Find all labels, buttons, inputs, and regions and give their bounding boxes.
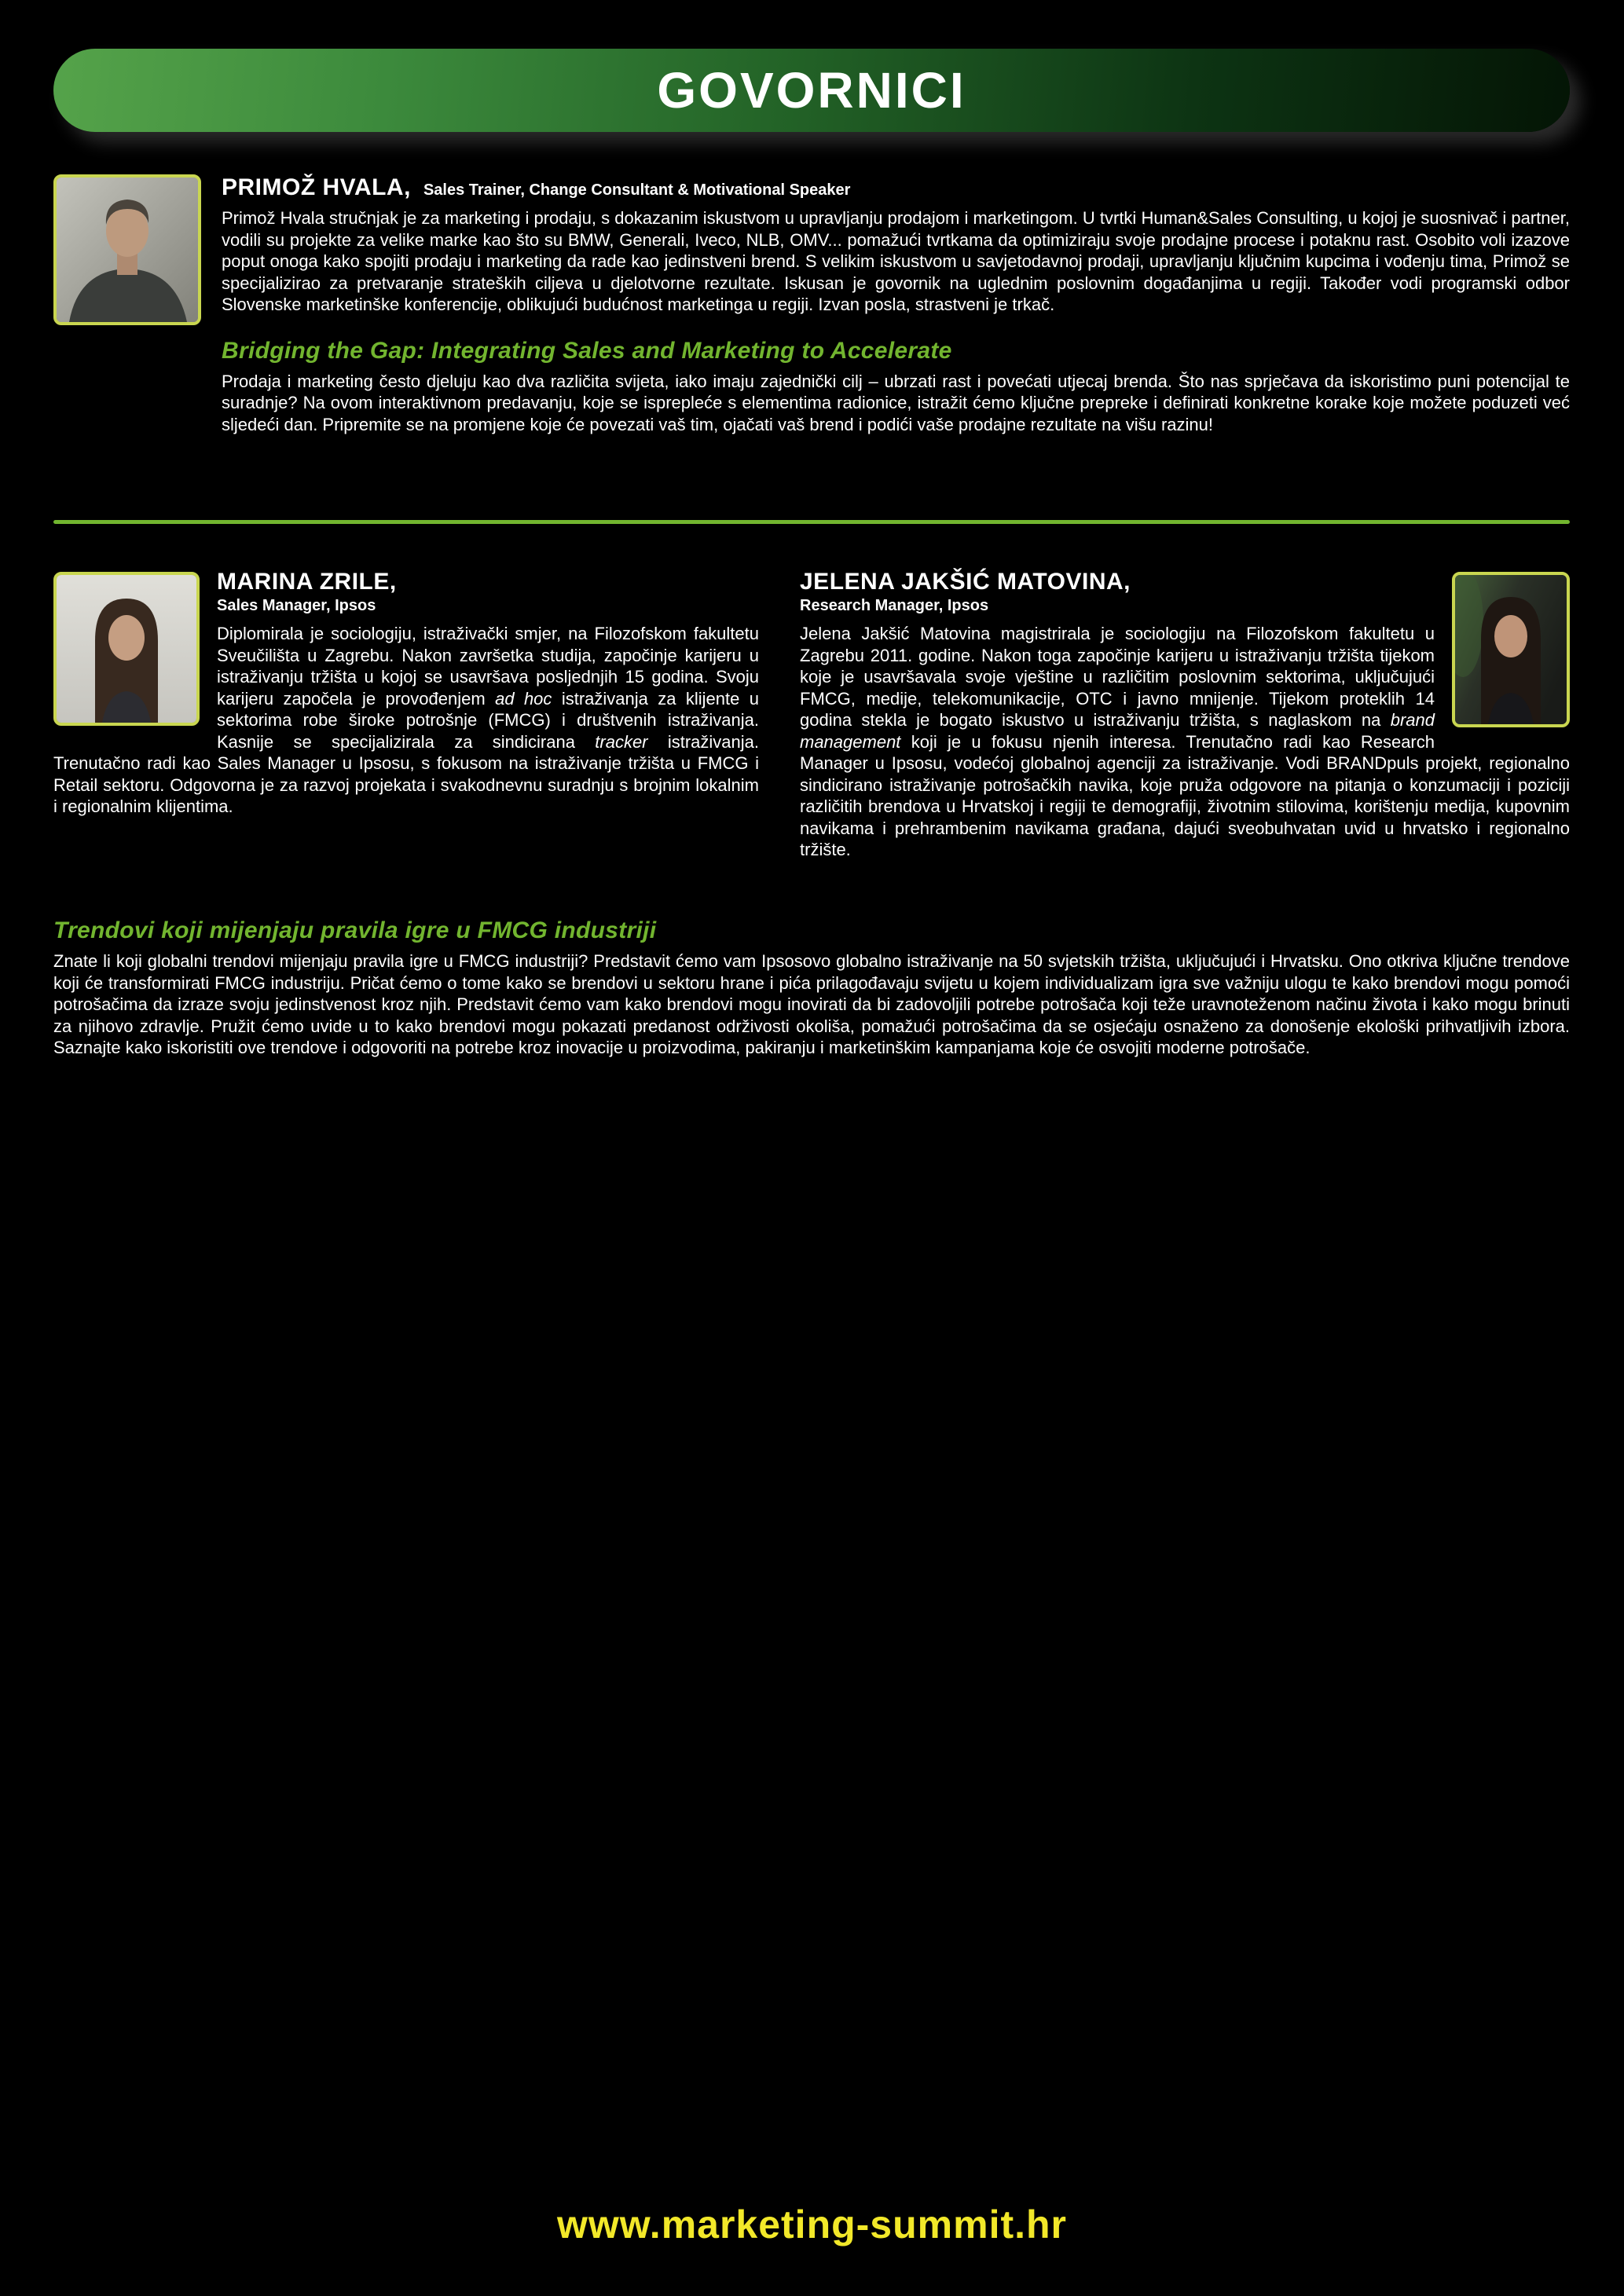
speaker-name: JELENA JAKŠIĆ MATOVINA, (800, 569, 1131, 595)
marina-zrile-photo (53, 572, 200, 726)
speaker-role: Research Manager, Ipsos (800, 597, 989, 614)
joint-session-section (53, 917, 1570, 1059)
website-url-link[interactable]: www.marketing-summit.hr (556, 2203, 1068, 2247)
session-description: Prodaja i marketing često djeluju kao dva različita svijeta, iako imaju zajednički cilj – ubrzati rast i povećati utjecaj brenda. Što nas sprječava da iskoristimo puni potencijal te suradnje? Na ovom interaktivnom predavanju, koje se isprepleće s elementima radionice, istražit ćemo ključne prepreke i definirati konkretne korake koje možete poduzeti već sljedeći dan. Pripremite se na promjene koje će povezati vaš tim, ojačati vaš brend i podići vaše prodajne rezultate na višu razinu! (222, 371, 1570, 434)
woman-portrait-icon (1455, 575, 1567, 724)
primoz-hvala-photo (53, 174, 201, 325)
speaker-section-marina-zrile (53, 569, 759, 861)
speaker-bio: Primož Hvala stručnjak je za marketing i prodaju, s dokazanim iskustvom u upravljanju prodajom i marketingom. U tvrtki Human&Sales Consulting, u kojoj je suosnivač i partner, vodili su projekte za velike marke kao što su BMW, Generali, Iveco, NLB, OMV... pomažući tvrtkama da optimiziraju svoje prodajne procese i potaknu rast. Osobito voli izazove poput onoga kako spojiti prodaju i marketing da rade kao jedinstveni brend. S velikim iskustvom u savjetodavnoj prodaji, upravljanju ključnim kupcima i vođenju tima, Primož se specijalizirao za pretvaranje strateških ciljeva u djelotvorne rezultate. Iskusan je govornik na uglednim poslovnim događanjima u regiji. Također vodi programski odbor Slovenske marketinške konferencije, oblikujući budućnost marketinga u regiji. Izvan posla, strastveni je trkač. (222, 208, 1570, 314)
speaker-name-line (222, 174, 1570, 201)
session-title: Bridging the Gap: Integrating Sales and Marketing to Accelerate (222, 337, 952, 364)
jelena-jaksic-matovina-photo (1452, 572, 1570, 727)
section-divider (53, 520, 1570, 524)
session-title: Trendovi koji mijenjaju pravila igre u FMCG industriji (53, 917, 657, 943)
footer (0, 2202, 1624, 2247)
man-portrait-icon (57, 178, 198, 322)
speaker-photo-column (53, 174, 201, 435)
speaker-name: MARINA ZRILE, (217, 569, 397, 595)
speaker-text-column (222, 174, 1570, 435)
speaker-name: PRIMOŽ HVALA, (222, 174, 411, 200)
speaker-role: Sales Trainer, Change Consultant & Motivational Speaker (423, 181, 851, 199)
speaker-section-jelena-jaksic-matovina (800, 569, 1570, 861)
two-column-speakers-section (53, 569, 1570, 861)
speaker-role: Sales Manager, Ipsos (217, 597, 376, 614)
speaker-bio: Jelena Jakšić Matovina magistrirala je sociologiju na Filozofskom fakultetu u Zagrebu 2011. godine. Nakon toga započinje karijeru u istraživanju tržišta tijekom koje je usavršavala svoje vještine u različitim poslovnim sektorima, uključujući FMCG, medije, telekomunikacije, OTC i javno mnijenje. Tijekom proteklih 14 godina stekla je bogato iskustvo u istraživanju tržišta, s naglaskom na brand management koji je u fokusu njenih interesa. Trenutačno radi kao Research Manager u Ipsosu, vodećoj globalnoj agenciji za istraživanje. Vodi BRANDpuls projekt, regionalno sindicirano istraživanje potrošačkih navika, koje pruža odgovore na pitanja o konzumaciji i poziciji različitih brendova u Hrvatskoj i regiji te demografiji, životnim stilovima, korištenju medija, kupovnim navikama i prehrambenim navikama građana, dajući sveobuhvatan uvid u hrvatsko i regionalno tržište. (800, 624, 1570, 859)
session-description: Znate li koji globalni trendovi mijenjaju pravila igre u FMCG industriji? Predstavit ćemo vam Ipsosovo globalno istraživanje na 50 svjetskih tržišta, uključujući i Hrvatsku. Ono otkriva ključne trendove koji će transformirati FMCG industriju. Pričat ćemo o tome kako se brendovi u sektoru hrane i pića prilagođavaju svijetu u kojem individualizam igra sve važniju ulogu te kako brendovi mogu pomoći potrošačima da izraze svoju jedinstvenost kroz njih. Predstavit ćemo vam kako brendovi mogu inovirati da bi zadovoljili potrebe potrošača koji teže uravnoteženom načinu života i kako mogu brinuti za njihovo zdravlje. Pružit ćemo uvide u to kako brendovi mogu pokazati predanost održivosti okoliša, pomažući potrošačima da se osjećaju osnaženo za donošenje ekološki prihvatljivih izbora. Saznajte kako iskoristiti ove trendove i odgovoriti na potrebe kroz inovacije u proizvodima, pakiranju i marketinškim kampanjama koje će osvojiti moderne potrošače. (53, 951, 1570, 1057)
woman-portrait-icon (57, 575, 196, 723)
page-title: GOVORNICI (657, 62, 966, 119)
speaker-bio: Diplomirala je sociologiju, istraživački smjer, na Filozofskom fakultetu Sveučilišta u Zagrebu. Nakon završetka studija, započinje karijeru u istraživanju tržišta u kojoj se usavršava posljednjih 15 godina. Svoju karijeru započela je provođenjem ad hoc istraživanja za klijente u sektorima robe široke potrošnje (FMCG) i društvenih istraživanja. Kasnije se specijalizirala za sindicirana tracker istraživanja. Trenutačno radi kao Sales Manager u Ipsosu, s fokusom na istraživanje tržišta u FMCG i Retail sektoru. Odgovorna je za razvoj projekata i svakodnevnu suradnju s brojnim lokalnim i regionalnim klijentima. (53, 624, 759, 816)
header-banner (53, 49, 1570, 132)
speaker-section-primoz-hvala (53, 174, 1570, 435)
